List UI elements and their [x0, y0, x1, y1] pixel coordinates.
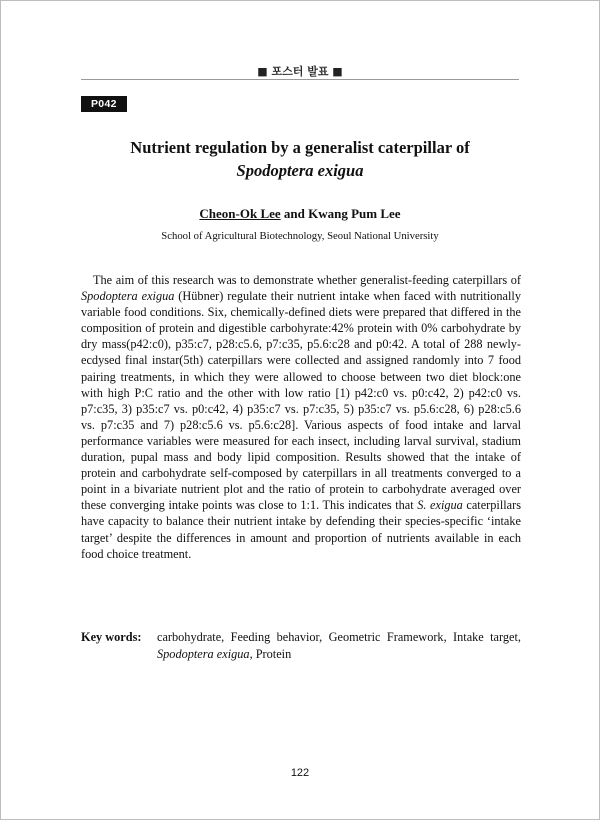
header-divider — [81, 79, 519, 80]
abstract-segment-italic: S. exigua — [417, 498, 463, 513]
keyword-segment: , Protein — [249, 647, 292, 661]
keywords-label: Key words: — [81, 630, 142, 644]
abstract-segment-italic: Spodoptera exigua — [81, 289, 175, 304]
poster-code-badge: P042 — [81, 96, 127, 112]
abstract-segment: caterpillars have capacity to balance their nutrient intake by defending their species-specific ‘intake target’ despite the differences in amount and proportion of nutrients available in each food choice treatment. — [81, 498, 521, 561]
author-list — [61, 206, 539, 222]
affiliation: School of Agricultural Biotechnology, Seoul National University — [161, 230, 439, 242]
section-header: ■ 포스터 발표 ■ — [257, 65, 343, 78]
keywords-block — [81, 629, 521, 663]
presenting-author: Cheon-Ok Lee — [199, 206, 281, 221]
keyword-segment-italic: Spodoptera exigua — [157, 647, 250, 661]
keyword-segment: carbohydrate, Feeding behavior, Geometric Framework, Intake target, — [157, 630, 521, 644]
title-line-2: Spodoptera exigua — [236, 161, 364, 180]
title-line-1: Nutrient regulation by a generalist caterpillar of — [130, 138, 470, 157]
keywords-list — [157, 629, 521, 663]
abstract-segment: (Hübner) regulate their nutrient intake when faced with nutritionally variable food conditions. Six, chemically-defined diets were prepared that differed in the composition of protein and digestible carbohyrate:42% protein with 0% carbohydrate by dry mass(p42:c0), p35:c7, p28:c5.6, p7:c35, p5.6:c28 and p0:42. A total of 288 newly-ecdysed final instar(5th) caterpillars were collected and assigned randomly into 7 food pairing treatments, in which they were allowed to choose between two diet block:one with high P:C ratio and the other with low ratio [1) p42:c0 vs. p0:c42, 2) p42:c0 vs. p7:c35, 3) p35:c7 vs. p0:c42, 4) p35:c7 vs. p7:c35, 5) p35:c7 vs. p5.6:c28, 6) p28:c5.6 vs. p7:c35 and 7) p28:c5.6 vs. p5.6:c28]. Various aspects of food intake and larval performance variables were measured for each insect, including larval survival, stadium duration, pupal mass and body lipid composition. Results showed that the intake of protein and carbohydrate self-composed by caterpillars in all treatments converged to a point in a bivariate nutrient plot and the ratio of protein to carbohydrate averaged over these converging intake points was close to 1:1. This indicates that — [81, 289, 521, 513]
paper-title — [61, 136, 539, 182]
abstract-body — [81, 272, 521, 562]
abstract-segment: The aim of this research was to demonstrate whether generalist-feeding caterpillars of — [93, 273, 521, 287]
co-authors: and Kwang Pum Lee — [280, 206, 401, 221]
page-number: 122 — [290, 767, 310, 779]
